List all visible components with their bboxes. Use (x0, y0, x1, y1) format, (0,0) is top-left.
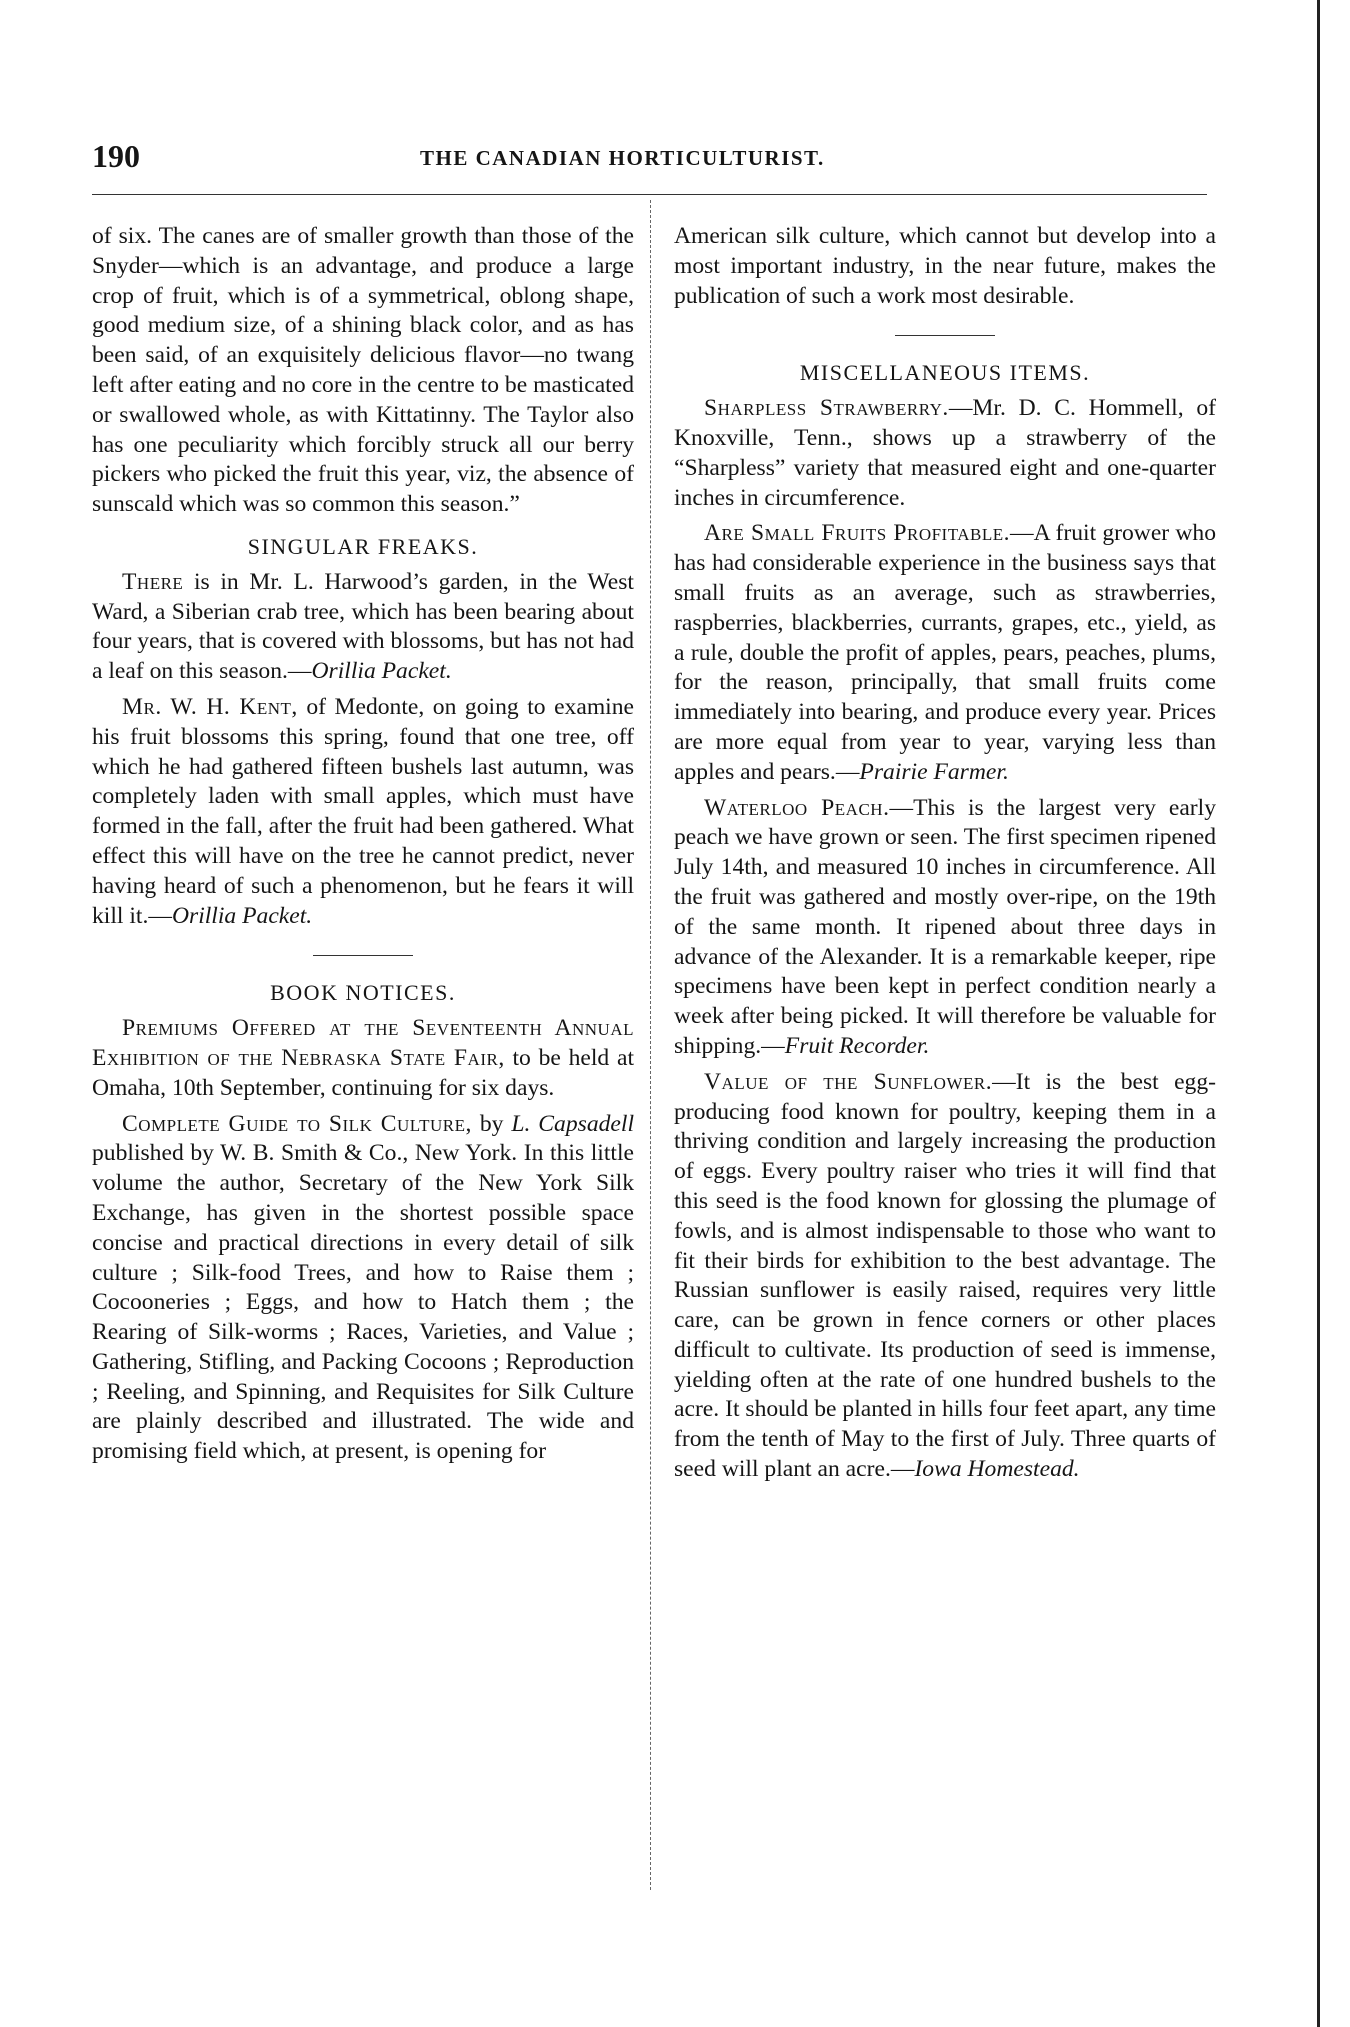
section-rule (313, 955, 413, 956)
right-column (674, 222, 1216, 1485)
sunflower-source: Iowa Homestead. (914, 1456, 1080, 1483)
left-column (92, 222, 634, 1467)
freaks-2-source: Orillia Packet. (171, 902, 313, 929)
waterloo-paragraph (674, 794, 1216, 1062)
header-rule (92, 194, 1207, 195)
freaks-1-lead: There (122, 568, 184, 595)
heading-singular-freaks: SINGULAR FREAKS. (247, 533, 479, 559)
heading-miscellaneous-items: MISCELLANEOUS ITEMS. (799, 360, 1091, 386)
section-rule-right (895, 335, 995, 336)
books-paragraph-1 (92, 1014, 634, 1103)
freaks-1-body: is in Mr. L. Harwood’s garden, in the West Ward, a Siberian crab tree, which has been bearing about four years, that is covered with blossoms, but has not had a leaf on this season.— (92, 568, 634, 685)
taylor-continuation: of six. The canes are of smaller growth than those of the Snyder—which is an advantage, and produce a large crop of fruit, which is of a symmetrical, oblong shape, good medium size, of a shining black color, and as has been said, of an exquisitely delicious flavor—no twang left after eating and no core in the centre to be masticated or swallowed whole, as with Kittatinny. The Taylor also has one peculiarity which forcibly struck all our berry pickers who picked the fruit this year, viz, the absence of sunscald which was so common this season.” (92, 223, 634, 518)
sunflower-lead: Value of the Sunflower. (704, 1068, 993, 1095)
freaks-2-body: of Medonte, on going to examine his fruit blossoms this spring, found that one tree, off which he had gathered fifteen bushels last autumn, was completely laden with small apples, which must have formed in the fall, after the fruit had been gathered. What effect this will have on the tree he cannot predict, never having heard of such a phenomenon, but he fears it will kill it.— (92, 693, 634, 929)
small-fruits-body: —A fruit grower who has had considerable experience in the business says that small fruits as an average, such as strawberries, raspberries, blackberries, currants, grapes, etc., yield, as a rule, double the profit of apples, pears, peaches, plums, for the reason, principally, that small fruits come immediately into bearing, and produce every year. Prices are more equal from year to year, varying less than apples and pears.— (674, 520, 1216, 785)
column-divider (650, 200, 651, 1890)
small-fruits-source: Prairie Farmer. (859, 758, 1009, 785)
small-fruits-lead: Are Small Fruits Profitable. (704, 520, 1011, 547)
freaks-paragraph-2 (92, 693, 634, 931)
running-title: THE CANADIAN HORTICULTURIST. (420, 146, 825, 170)
books-2-lead: Complete Guide to Silk Culture, (122, 1110, 472, 1137)
books-1-body: to be held at Omaha, 10th September, continuing for six days. (92, 1044, 634, 1101)
books-1-lead: Premiums Offered at the Seventeenth Annual Exhibition of the Nebraska State Fair, (92, 1015, 634, 1071)
sharpless-body: —Mr. D. C. Hommell, of Knoxville, Tenn., shows up a strawberry of the “Sharpless” variety that measured eight and one-quarter inches in circumference. (674, 395, 1216, 511)
page-edge-rule (1317, 0, 1320, 2027)
waterloo-lead: Waterloo Peach. (704, 794, 890, 821)
books-paragraph-2 (92, 1110, 634, 1468)
books-2-author: L. Capsadell (511, 1110, 634, 1137)
books-2-by: by (471, 1110, 512, 1137)
sunflower-body: —It is the best egg-producing food known for poultry, keeping them in a thriving condition and largely increasing the production of eggs. Every poultry raiser who tries it will find that this seed is the food known for glossing the plumage of fowls, and is almost indispensable to those who want to fit their birds for exhibition to the best advantage. The Russian sunflower is easily raised, requires very little care, can be grown in fence corners or other places difficult to cultivate. Its production of seed is immense, yielding often at the rate of one hundred bushels to the acre. It should be planted in hills four feet apart, any time from the tenth of May to the first of July. Three quarts of seed will plant an acre.— (674, 1068, 1216, 1483)
freaks-2-lead: Mr. W. H. Kent, (122, 693, 298, 720)
sharpless-paragraph (674, 394, 1216, 513)
silk-continuation: American silk culture, which cannot but develop into a most important industry, in the near future, makes the publication of such a work most desirable. (674, 223, 1216, 309)
waterloo-source: Fruit Recorder. (784, 1032, 930, 1059)
heading-book-notices: BOOK NOTICES. (270, 980, 456, 1006)
page-number: 190 (92, 138, 140, 174)
small-fruits-paragraph (674, 519, 1216, 787)
freaks-paragraph-1 (92, 568, 634, 687)
waterloo-body: —This is the largest very early peach we have grown or seen. The first specimen ripened July 14th, and measured 10 inches in circumference. All the fruit was gathered and mostly over-ripe, on the 19th of the same month. It ripened about three days in advance of the Alexander. It is a remarkable keeper, ripe specimens have been kept in perfect condition nearly a week after being picked. It will therefore be valuable for shipping.— (674, 794, 1217, 1059)
freaks-1-source: Orillia Packet. (311, 658, 452, 685)
books-2-body: published by W. B. Smith & Co., New York. In this little volume the author, Secretary of the New York Silk Exchange, has given in the shortest possible space concise and practical directions in every detail of silk culture ; Silk-food Trees, and how to Raise them ; Cocooneries ; Eggs, and how to Hatch them ; the Rearing of Silk-worms ; Races, Varieties, and Value ; Gathering, Stifling, and Packing Cocoons ; Reproduction ; Reeling, and Spinning, and Requisites for Silk Culture are plainly described and illustrated. The wide and promising field which, at present, is opening for (92, 1140, 634, 1465)
sunflower-paragraph (674, 1068, 1216, 1485)
sharpless-lead: Sharpless Strawberry. (704, 395, 949, 422)
